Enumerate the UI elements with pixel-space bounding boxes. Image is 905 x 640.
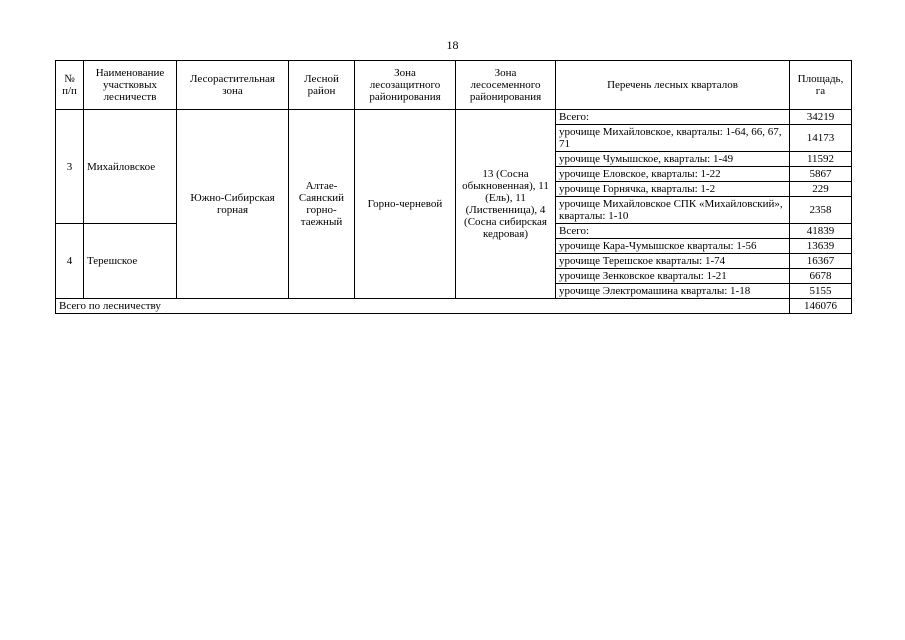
table-header-row: [56, 61, 852, 110]
forest-region-cell: Алтае-Саянский горно-таежный: [289, 110, 355, 299]
quarter-text: урочище Горнячка, кварталы: 1-2: [556, 182, 790, 197]
section-total-area: 41839: [790, 224, 852, 239]
header-veg-zone: Лесорастительная зона: [177, 61, 289, 110]
protect-zone-cell: Горно-черневой: [355, 110, 456, 299]
grand-total-row: [56, 299, 852, 314]
quarter-text: урочище Электромашина кварталы: 1-18: [556, 284, 790, 299]
header-quarters: Перечень лесных кварталов: [556, 61, 790, 110]
quarter-area: 11592: [790, 152, 852, 167]
header-protect-zone: Зона лесозащитного районирования: [355, 61, 456, 110]
quarter-text: урочище Чумышское, кварталы: 1-49: [556, 152, 790, 167]
table-row: [56, 110, 852, 125]
section-name: Терешское: [84, 224, 177, 299]
quarter-area: 2358: [790, 197, 852, 224]
forest-quarters-table: [55, 60, 852, 314]
header-forest-region: Лесной район: [289, 61, 355, 110]
header-seed-zone: Зона лесосеменного районирования: [456, 61, 556, 110]
quarter-area: 229: [790, 182, 852, 197]
quarter-area: 5867: [790, 167, 852, 182]
header-area: Площадь, га: [790, 61, 852, 110]
grand-total-area: 146076: [790, 299, 852, 314]
section-name: Михайловское: [84, 110, 177, 224]
quarter-area: 16367: [790, 254, 852, 269]
section-total-area: 34219: [790, 110, 852, 125]
quarter-area: 6678: [790, 269, 852, 284]
section-num: 3: [56, 110, 84, 224]
seed-zone-cell: 13 (Сосна обыкновенная), 11 (Ель), 11 (Лиственница), 4 (Сосна сибирская кедровая): [456, 110, 556, 299]
quarter-area: 14173: [790, 125, 852, 152]
section-total-label: Всего:: [556, 110, 790, 125]
quarter-text: урочище Кара-Чумышское кварталы: 1-56: [556, 239, 790, 254]
quarter-text: урочище Терешское кварталы: 1-74: [556, 254, 790, 269]
section-num: 4: [56, 224, 84, 299]
page-number: 18: [446, 38, 459, 52]
quarter-text: урочище Михайловское СПК «Михайловский», кварталы: 1-10: [556, 197, 790, 224]
quarter-text: урочище Михайловское, кварталы: 1-64, 66, 67, 71: [556, 125, 790, 152]
quarter-area: 5155: [790, 284, 852, 299]
quarter-text: урочище Зенковское кварталы: 1-21: [556, 269, 790, 284]
quarter-text: урочище Еловское, кварталы: 1-22: [556, 167, 790, 182]
grand-total-label: Всего по лесничеству: [56, 299, 790, 314]
section-total-label: Всего:: [556, 224, 790, 239]
quarter-area: 13639: [790, 239, 852, 254]
header-name: Наименование участковых лесничеств: [84, 61, 177, 110]
veg-zone-cell: Южно-Сибирская горная: [177, 110, 289, 299]
header-num: № п/п: [56, 61, 84, 110]
